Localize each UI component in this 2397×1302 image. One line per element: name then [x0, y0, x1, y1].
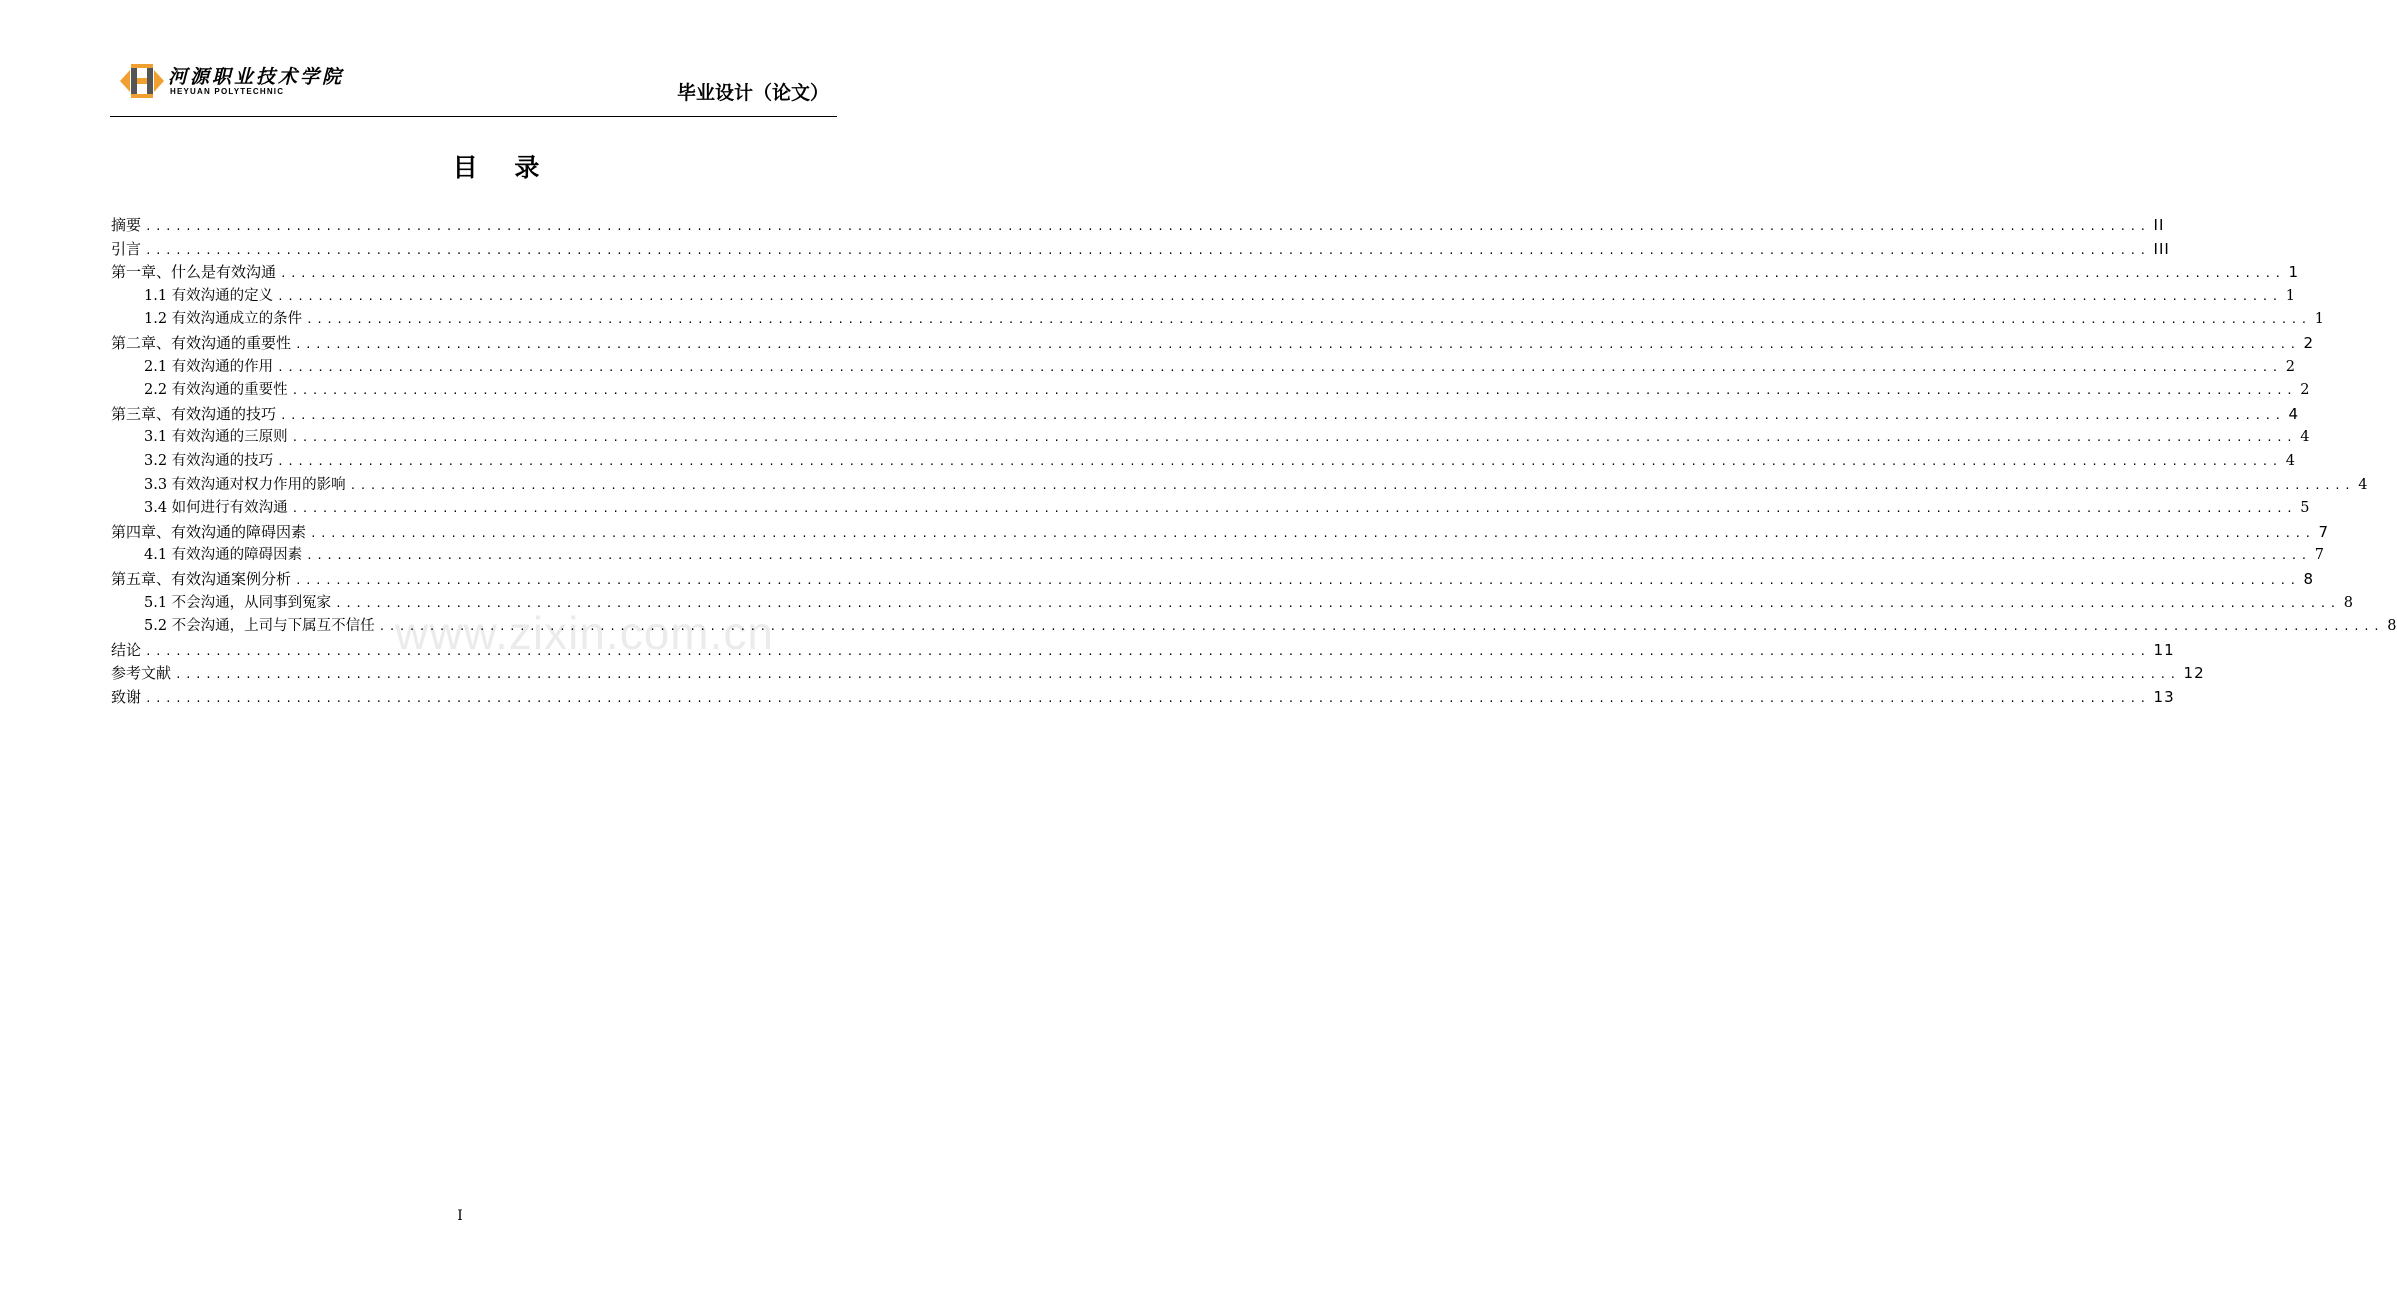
- toc-leader-dots: ........................................................................................................................................................................................................: [335, 596, 2340, 610]
- toc-entry-label: 结论: [111, 640, 142, 659]
- toc-leader-dots: ........................................................................................................................................................................................................: [349, 478, 2355, 492]
- page-header: [110, 62, 837, 117]
- school-name-cn: 河源职业技术学院: [168, 66, 345, 88]
- toc-entry-label: 第一章、什么是有效沟通: [111, 263, 277, 282]
- toc-leader-dots: ........................................................................................................................................................................................................: [291, 502, 2297, 516]
- toc-entry-label: 3.3 有效沟通对权力作用的影响: [144, 476, 346, 493]
- toc-entry[interactable]: [111, 662, 2205, 686]
- toc-entry-label: 1.1 有效沟通的定义: [144, 287, 274, 304]
- toc-entry-page: 13: [2153, 687, 2175, 706]
- watermark: www.zixin.com.cn: [395, 607, 774, 659]
- toc-leader-dots: ........................................................................................................................................................................................................: [306, 313, 2311, 327]
- toc-leader-dots: ........................................................................................................................................................................................................: [291, 431, 2297, 445]
- toc-entry[interactable]: [111, 474, 2369, 498]
- toc-leader-dots: ........................................................................................................................................................................................................: [277, 360, 2282, 374]
- toc-leader-dots: ........................................................................................................................................................................................................: [310, 526, 2315, 540]
- toc-entry-page: 4: [2300, 429, 2311, 446]
- toc-entry-label: 5.2 不会沟通，上司与下属互不信任: [144, 618, 375, 635]
- toc-leader-dots: ........................................................................................................................................................................................................: [175, 668, 2180, 682]
- toc-entry[interactable]: [111, 379, 2311, 403]
- toc-leader-dots: ........................................................................................................................................................................................................: [277, 454, 2282, 468]
- toc-entry-page: 1: [2285, 287, 2296, 304]
- toc-entry-page: 2: [2300, 382, 2311, 399]
- school-logo-icon: [120, 64, 164, 98]
- toc-entry[interactable]: [111, 686, 2175, 710]
- toc-entry[interactable]: [111, 238, 2170, 262]
- toc-leader-dots: ........................................................................................................................................................................................................: [295, 573, 2300, 587]
- toc-entry-page: 8: [2343, 594, 2354, 611]
- toc-entry-page: 11: [2153, 640, 2175, 659]
- toc-leader-dots: ........................................................................................................................................................................................................: [145, 220, 2150, 233]
- toc-leader-dots: ........................................................................................................................................................................................................: [378, 620, 2384, 634]
- toc-entry-page: 4: [2288, 404, 2300, 423]
- toc-entry-label: 3.4 如何进行有效沟通: [144, 500, 288, 517]
- toc-entry-page: 4: [2285, 452, 2296, 469]
- toc-entry[interactable]: [111, 426, 2311, 450]
- toc-entry-label: 2.2 有效沟通的重要性: [144, 382, 288, 399]
- toc-entry-page: 5: [2300, 500, 2311, 517]
- toc-entry-page: 7: [2314, 547, 2325, 564]
- toc-entry[interactable]: [111, 403, 2300, 427]
- toc-leader-dots: ........................................................................................................................................................................................................: [291, 384, 2297, 398]
- toc-leader-dots: ........................................................................................................................................................................................................: [145, 644, 2150, 658]
- toc-entry[interactable]: [111, 308, 2325, 332]
- toc-entry[interactable]: [111, 214, 2165, 238]
- toc-entry[interactable]: [111, 261, 2300, 285]
- toc-entry[interactable]: [111, 521, 2330, 545]
- toc-entry-page: 8: [2303, 569, 2315, 588]
- toc-leader-dots: ........................................................................................................................................................................................................: [277, 289, 2282, 303]
- toc-entry-label: 参考文献: [111, 664, 172, 683]
- toc-entry[interactable]: [111, 568, 2315, 592]
- toc-title: 目 录: [452, 153, 554, 182]
- page-number: I: [457, 1208, 463, 1224]
- school-name-en: HEYUAN POLYTECHNIC: [170, 87, 285, 96]
- toc-entry[interactable]: [111, 450, 2296, 474]
- toc-entry-page: 2: [2303, 333, 2315, 352]
- toc-entry-label: 1.2 有效沟通成立的条件: [144, 311, 303, 328]
- toc-leader-dots: ........................................................................................................................................................................................................: [295, 337, 2300, 351]
- toc-entry-page: 4: [2358, 476, 2369, 493]
- toc-entry-label: 第四章、有效沟通的障碍因素: [111, 522, 307, 541]
- toc-entry-page: 1: [2314, 311, 2325, 328]
- toc-entry-page: 12: [2183, 664, 2205, 683]
- toc-entry-page: 8: [2387, 618, 2397, 635]
- toc-entry-label: 引言: [111, 239, 142, 258]
- toc-entry[interactable]: [111, 544, 2325, 568]
- toc-entry-label: 摘要: [111, 216, 142, 234]
- toc-entry-page: 2: [2285, 358, 2296, 375]
- toc-leader-dots: ........................................................................................................................................................................................................: [280, 408, 2285, 422]
- toc-entry[interactable]: [111, 356, 2296, 380]
- toc-entry-label: 第五章、有效沟通案例分析: [111, 569, 292, 588]
- toc-entry-page: III: [2153, 239, 2170, 258]
- toc-entry-page: 7: [2318, 522, 2330, 541]
- toc-entry[interactable]: [111, 497, 2311, 521]
- toc-entry[interactable]: [111, 285, 2296, 309]
- toc-leader-dots: ........................................................................................................................................................................................................: [280, 267, 2285, 281]
- toc-entry-page: 1: [2288, 263, 2300, 282]
- document-type: 毕业设计（论文）: [676, 82, 829, 104]
- toc-entry-label: 第二章、有效沟通的重要性: [111, 333, 292, 352]
- toc-entry-label: 3.1 有效沟通的三原则: [144, 429, 288, 446]
- toc-leader-dots: ........................................................................................................................................................................................................: [306, 549, 2311, 563]
- toc-entry-page: II: [2153, 216, 2165, 234]
- toc-entry-label: 5.1 不会沟通，从同事到冤家: [144, 594, 332, 611]
- toc-entry-label: 3.2 有效沟通的技巧: [144, 452, 274, 469]
- toc-entry-label: 4.1 有效沟通的障碍因素: [144, 547, 303, 564]
- toc-entry[interactable]: [111, 332, 2315, 356]
- toc-leader-dots: ........................................................................................................................................................................................................: [145, 691, 2150, 705]
- toc-entry-label: 致谢: [111, 687, 142, 706]
- toc-leader-dots: ........................................................................................................................................................................................................: [145, 243, 2150, 257]
- toc-entry-label: 2.1 有效沟通的作用: [144, 358, 274, 375]
- toc-entry-label: 第三章、有效沟通的技巧: [111, 404, 277, 423]
